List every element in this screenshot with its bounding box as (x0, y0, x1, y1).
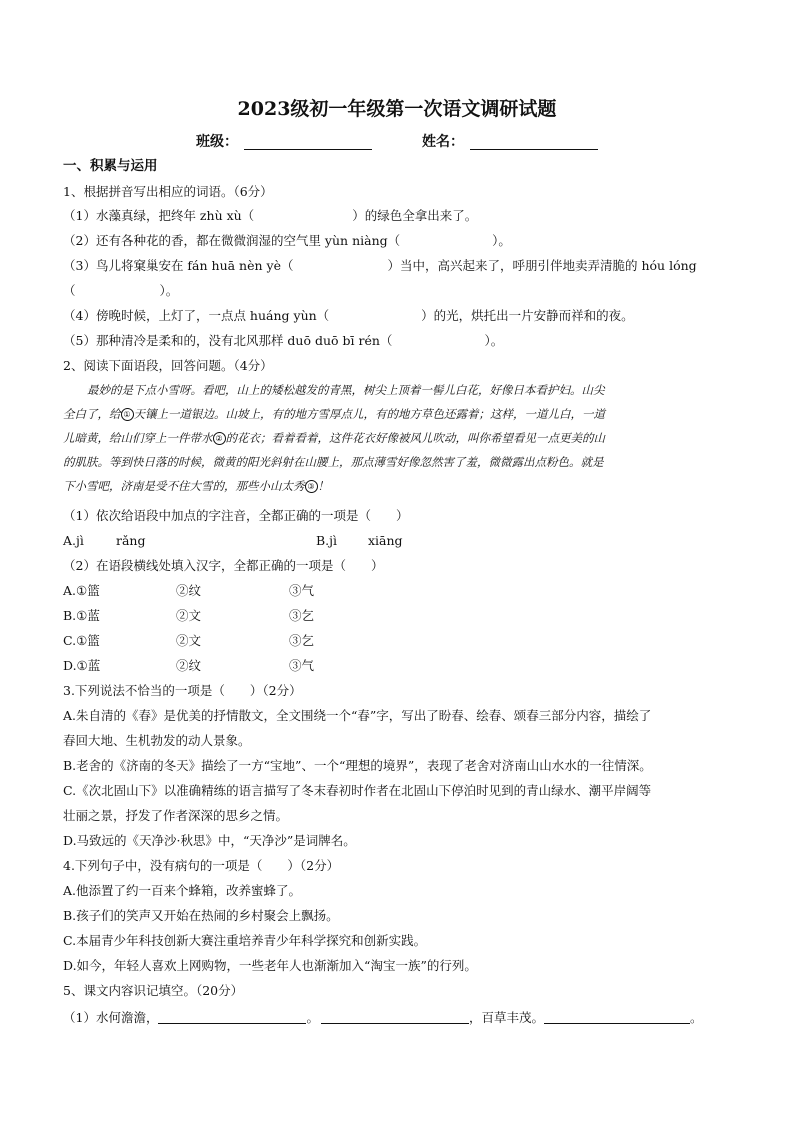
reading-passage: 最妙的是下点小雪呀。看吧，山上的矮松越发的青黑，树尖上顶着一髻儿白花，好像日本看护妇。山尖 全白了，给 ① 天镶上一道银边。山坡上，有的地方雪厚点儿，有的地方草色还露着；这样，一道儿白，一道 儿暗黄，给山们穿上一件带水 ② 的花衣；看着看着，这件花衣好像被风儿吹动，叫你希望看见一点更美的山 的肌肤。等到快日落的时候，微黄的阳光斜射在山腰上，那点薄雪好像忽然害了羞，微微露出点粉色。就是 下小雪吧，济南是受不住大雪的，那些小山太秀 ③ ！ (63, 383, 605, 493)
q5-item-1: （1）水何澹澹， 。 ，百草丰茂。 。 (63, 1010, 703, 1025)
option-d-3: ③气 (289, 658, 315, 673)
answer-line[interactable] (544, 1011, 690, 1024)
q1-item-2: （2）还有各种花的香，都在微微润湿的空气里 yùn niàng（ ）。 (63, 233, 511, 248)
answer-line[interactable] (321, 1011, 469, 1024)
option-d[interactable]: D.马致远的《天净沙·秋思》中，“天净沙”是词牌名。 (63, 833, 356, 848)
option-c[interactable]: C.《次北固山下》以准确精练的语言描写了冬末春初时作者在北固山下停泊时见到的青山绿水、潮平岸阔等 (63, 783, 652, 798)
option-c[interactable]: C.①篮 (63, 633, 100, 648)
q5-stem: 5、课文内容识记填空。（20分） (63, 983, 244, 998)
exam-title: 2023级初一年级第一次语文调研试题 (237, 98, 557, 120)
option-c[interactable]: C.本届青少年科技创新大赛注重培养青少年科学探究和创新实践。 (63, 933, 427, 948)
class-field[interactable] (244, 149, 372, 150)
blank-marker-3: ③ (305, 480, 318, 493)
q2-stem: 2、阅读下面语段，回答问题。（4分） (63, 358, 273, 373)
option-a[interactable]: A.①篮 (63, 583, 100, 598)
name-label: 姓名： (422, 134, 464, 150)
option-a-second: rǎng (116, 533, 146, 548)
q1-item-3-cont: （ ）。 (63, 283, 179, 298)
q1-item-1: （1）水藻真绿，把终年 zhù xù（ ）的绿色全拿出来了。 (63, 208, 478, 223)
q1-item-4: （4）傍晚时候，上灯了，一点点 huáng yùn（ ）的光，烘托出一片安静而祥和的夜。 (63, 308, 634, 323)
q4-stem: 4.下列句子中，没有病句的一项是（ ）（2分） (63, 858, 340, 873)
option-c-3: ③乞 (289, 633, 315, 648)
option-d[interactable]: D.①蓝 (63, 658, 101, 673)
option-b-2: ②文 (176, 608, 202, 623)
option-d-2: ②纹 (176, 658, 202, 673)
option-a-cont: 春回大地、生机勃发的动人景象。 (63, 733, 251, 748)
q1-item-5: （5）那种清冷是柔和的，没有北风那样 duō duō bī rén（ ）。 (63, 333, 504, 348)
option-a[interactable]: A.jì (63, 533, 84, 548)
option-a-3: ③气 (289, 583, 315, 598)
section-heading: 一、积累与运用 (63, 158, 158, 174)
q2-sub-2: （2）在语段横线处填入汉字，全都正确的一项是（ ） (63, 558, 384, 573)
q1-item-3: （3）鸟儿将窠巢安在 fán huā nèn yè（ ）当中，高兴起来了，呼朋引伴地卖弄清脆的 hóu lóng (63, 258, 697, 273)
class-label: 班级： (196, 134, 238, 150)
option-a[interactable]: A.他添置了约一百来个蜂箱，改养蜜蜂了。 (63, 883, 302, 898)
option-c-cont: 壮丽之景，抒发了作者深深的思乡之情。 (63, 808, 289, 823)
option-a-2: ②纹 (176, 583, 202, 598)
option-b[interactable]: B.jì (316, 533, 338, 548)
answer-line[interactable] (158, 1011, 306, 1024)
option-b-second: xiāng (368, 533, 403, 548)
name-field[interactable] (470, 149, 598, 150)
q1-stem: 1、根据拼音写出相应的词语。（6分） (63, 184, 273, 199)
option-c-2: ②文 (176, 633, 202, 648)
blank-marker-2: ② (213, 432, 226, 445)
option-a[interactable]: A.朱自清的《春》是优美的抒情散文，全文围绕一个“春”字，写出了盼春、绘春、颂春三部分内容，描绘了 (63, 708, 652, 723)
blank-marker-1: ① (121, 408, 134, 421)
option-d[interactable]: D.如今，年轻人喜欢上网购物，一些老年人也渐渐加入“淘宝一族”的行列。 (63, 958, 477, 973)
option-b[interactable]: B.老舍的《济南的冬天》描绘了一方“宝地”、一个“理想的境界”，表现了老舍对济南山山水水的一往情深。 (63, 758, 652, 773)
q2-sub-1: （1）依次给语段中加点的字注音，全都正确的一项是（ ） (63, 508, 409, 523)
option-b-3: ③乞 (289, 608, 315, 623)
option-b[interactable]: B.①蓝 (63, 608, 100, 623)
option-b[interactable]: B.孩子们的笑声又开始在热闹的乡村聚会上飘扬。 (63, 908, 339, 923)
q3-stem: 3.下列说法不恰当的一项是（ ）（2分） (63, 683, 302, 698)
